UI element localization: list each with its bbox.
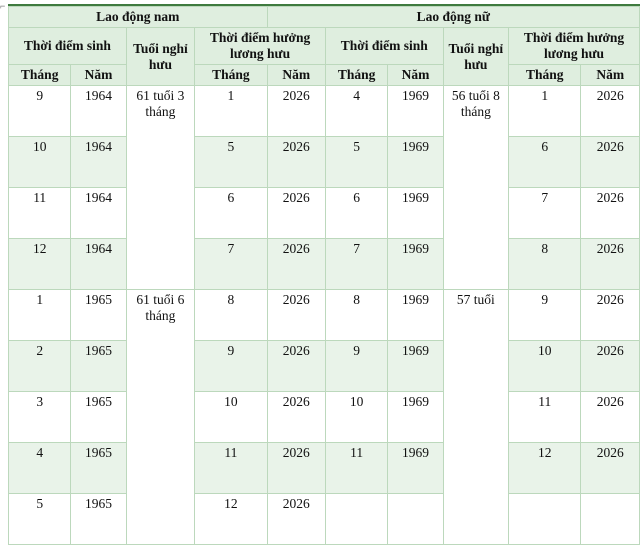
female-birth-year: 1969 <box>388 188 443 239</box>
column-header-female-birth: Thời điểm sinh <box>325 28 443 65</box>
column-header-female-pay: Thời điểm hưởng lương hưu <box>509 28 640 65</box>
female-pay-month: 8 <box>509 239 581 290</box>
female-birth-month: 9 <box>325 341 387 392</box>
subheader-male-birth-month: Tháng <box>9 65 71 86</box>
male-birth-year: 1965 <box>71 341 126 392</box>
subheader-female-birth-year: Năm <box>388 65 443 86</box>
male-pay-month: 8 <box>195 290 267 341</box>
female-pay-year: 2026 <box>581 86 640 137</box>
male-birth-year: 1965 <box>71 494 126 545</box>
male-pay-month: 9 <box>195 341 267 392</box>
column-header-male-birth: Thời điểm sinh <box>9 28 127 65</box>
female-birth-year: 1969 <box>388 86 443 137</box>
table-column-header-row <box>9 28 640 65</box>
male-pay-month: 7 <box>195 239 267 290</box>
table-row <box>9 188 640 239</box>
female-birth-month: 8 <box>325 290 387 341</box>
table-row <box>9 494 640 545</box>
table-group-header-row <box>9 7 640 28</box>
male-birth-year: 1965 <box>71 392 126 443</box>
female-retirement-age-1: 56 tuổi 8 tháng <box>443 86 508 290</box>
female-birth-year: 1969 <box>388 137 443 188</box>
male-birth-month: 2 <box>9 341 71 392</box>
female-birth-month <box>325 494 387 545</box>
female-pay-month: 6 <box>509 137 581 188</box>
female-birth-month: 7 <box>325 239 387 290</box>
male-pay-year: 2026 <box>267 239 325 290</box>
female-retirement-age-2: 57 tuổi <box>443 290 508 545</box>
female-pay-month: 9 <box>509 290 581 341</box>
male-birth-month: 11 <box>9 188 71 239</box>
male-pay-month: 6 <box>195 188 267 239</box>
male-birth-month: 1 <box>9 290 71 341</box>
female-birth-month: 11 <box>325 443 387 494</box>
male-pay-month: 11 <box>195 443 267 494</box>
subheader-female-pay-month: Tháng <box>509 65 581 86</box>
male-birth-year: 1964 <box>71 239 126 290</box>
male-retirement-age-1: 61 tuổi 3 tháng <box>126 86 194 290</box>
male-pay-year: 2026 <box>267 137 325 188</box>
female-birth-year: 1969 <box>388 443 443 494</box>
subheader-female-birth-month: Tháng <box>325 65 387 86</box>
female-pay-year: 2026 <box>581 239 640 290</box>
table-row <box>9 443 640 494</box>
male-retirement-age-2: 61 tuổi 6 tháng <box>126 290 194 545</box>
female-pay-year: 2026 <box>581 341 640 392</box>
retirement-age-table <box>8 6 640 545</box>
column-header-male-pay: Thời điểm hưởng lương hưu <box>195 28 326 65</box>
male-pay-month: 12 <box>195 494 267 545</box>
female-pay-year: 2026 <box>581 137 640 188</box>
female-pay-month: 10 <box>509 341 581 392</box>
column-header-female-age: Tuổi nghỉ hưu <box>443 28 508 86</box>
table-row <box>9 341 640 392</box>
table-row <box>9 392 640 443</box>
male-birth-year: 1965 <box>71 290 126 341</box>
subheader-male-birth-year: Năm <box>71 65 126 86</box>
female-pay-month: 7 <box>509 188 581 239</box>
male-birth-month: 9 <box>9 86 71 137</box>
female-pay-year: 2026 <box>581 392 640 443</box>
male-birth-month: 5 <box>9 494 71 545</box>
female-pay-year: 2026 <box>581 443 640 494</box>
female-pay-month: 12 <box>509 443 581 494</box>
male-pay-year: 2026 <box>267 494 325 545</box>
male-birth-month: 12 <box>9 239 71 290</box>
female-pay-month <box>509 494 581 545</box>
male-birth-month: 3 <box>9 392 71 443</box>
male-birth-year: 1965 <box>71 443 126 494</box>
female-birth-year: 1969 <box>388 290 443 341</box>
female-pay-year: 2026 <box>581 290 640 341</box>
female-pay-month: 11 <box>509 392 581 443</box>
subheader-male-pay-year: Năm <box>267 65 325 86</box>
column-header-male-age: Tuổi nghỉ hưu <box>126 28 194 86</box>
male-birth-year: 1964 <box>71 86 126 137</box>
ruler-corner-marker: ⌐ <box>0 1 6 11</box>
male-pay-month: 5 <box>195 137 267 188</box>
male-pay-year: 2026 <box>267 290 325 341</box>
male-pay-year: 2026 <box>267 86 325 137</box>
male-pay-year: 2026 <box>267 188 325 239</box>
group-header-female: Lao động nữ <box>267 7 639 28</box>
table-row <box>9 86 640 137</box>
subheader-female-pay-year: Năm <box>581 65 640 86</box>
table-row <box>9 290 640 341</box>
female-birth-year: 1969 <box>388 392 443 443</box>
female-pay-month: 1 <box>509 86 581 137</box>
female-birth-year: 1969 <box>388 341 443 392</box>
female-pay-year: 2026 <box>581 188 640 239</box>
subheader-male-pay-month: Tháng <box>195 65 267 86</box>
male-birth-year: 1964 <box>71 188 126 239</box>
female-birth-year: 1969 <box>388 239 443 290</box>
male-pay-year: 2026 <box>267 443 325 494</box>
group-header-male: Lao động nam <box>9 7 268 28</box>
male-birth-month: 4 <box>9 443 71 494</box>
male-pay-year: 2026 <box>267 392 325 443</box>
male-pay-month: 10 <box>195 392 267 443</box>
female-birth-month: 10 <box>325 392 387 443</box>
table-subheader-row <box>9 65 640 86</box>
male-birth-year: 1964 <box>71 137 126 188</box>
female-birth-month: 4 <box>325 86 387 137</box>
male-pay-year: 2026 <box>267 341 325 392</box>
table-row <box>9 239 640 290</box>
female-birth-month: 6 <box>325 188 387 239</box>
table-row <box>9 137 640 188</box>
female-birth-month: 5 <box>325 137 387 188</box>
female-birth-year <box>388 494 443 545</box>
male-pay-month: 1 <box>195 86 267 137</box>
male-birth-month: 10 <box>9 137 71 188</box>
female-pay-year <box>581 494 640 545</box>
